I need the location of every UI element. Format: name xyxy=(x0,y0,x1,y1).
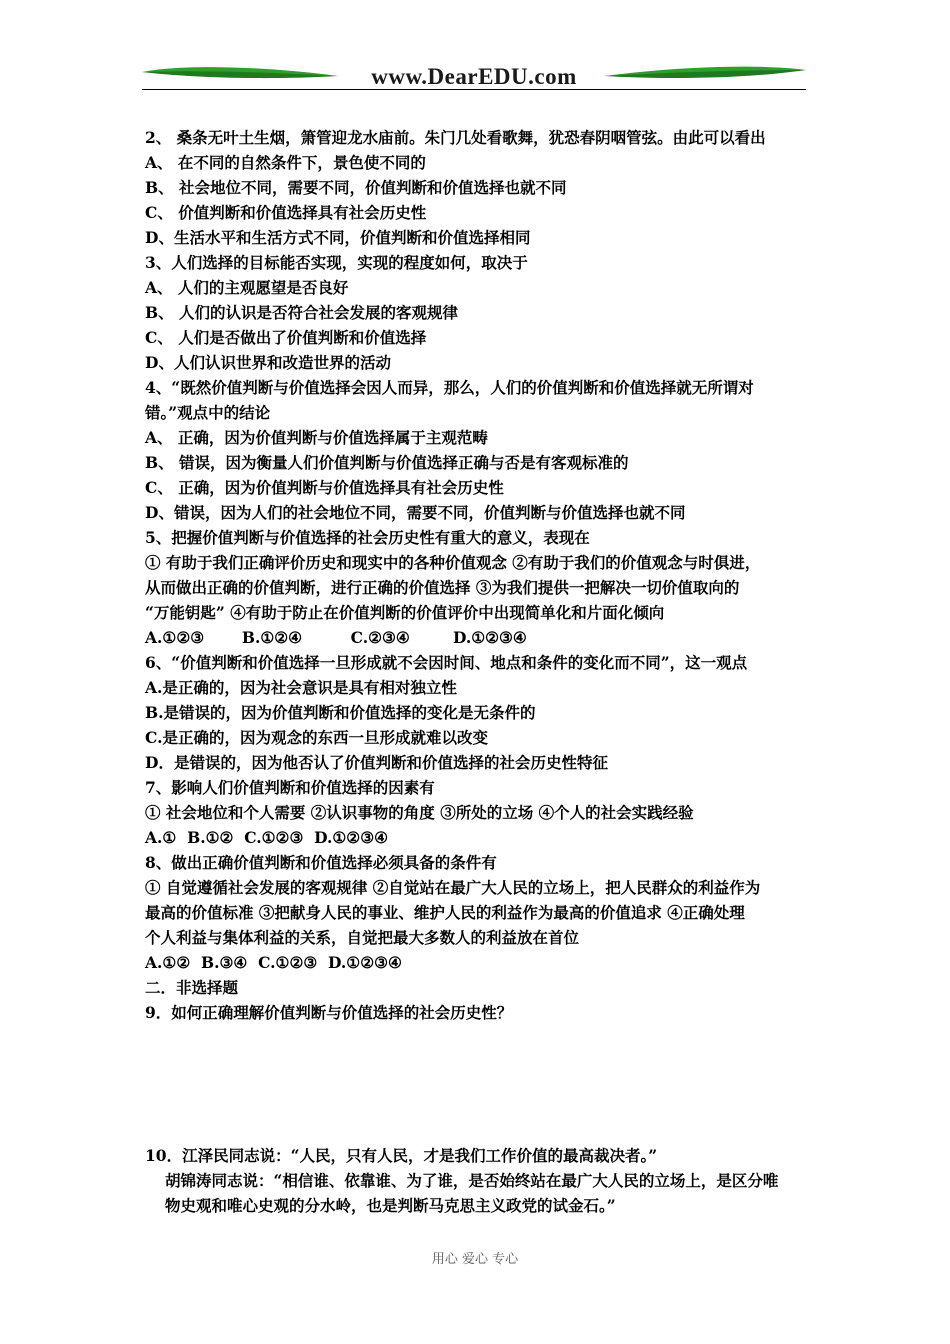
question-9: 9．如何正确理解价值判断与价值选择的社会历史性？ xyxy=(145,1003,513,1022)
text-line: 7、影响人们价值判断和价值选择的因素有 xyxy=(145,778,435,797)
section-heading: 二．非选择题 xyxy=(145,978,239,997)
answer-options: A.①②③ B.①②④ C.②③④ D.①②③④ xyxy=(145,628,527,647)
header-divider xyxy=(142,89,806,90)
text-line: C、 人们是否做出了价值判断和价值选择 xyxy=(145,328,427,347)
text-line: D、生活水平和生活方式不同，价值判断和价值选择相同 xyxy=(145,228,531,247)
answer-space xyxy=(145,1025,810,1143)
question-10-line1: 10．江泽民同志说：“人民，只有人民，才是我们工作价值的最高裁决者。” xyxy=(145,1146,658,1165)
text-line: 5、把握价值判断与价值选择的社会历史性有重大的意义，表现在 xyxy=(145,528,590,547)
text-line: 最高的价值标准 ③把献身人民的事业、维护人民的利益作为最高的价值追求 ④正确处理 xyxy=(145,903,745,922)
text-line: D、人们认识世界和改造世界的活动 xyxy=(145,353,391,372)
text-line: ① 有助于我们正确评价历史和现实中的各种价值观念 ②有助于我们的价值观念与时俱进， xyxy=(145,553,761,572)
text-line: 从而做出正确的价值判断，进行正确的价值选择 ③为我们提供一把解决一切价值取向的 xyxy=(145,578,740,597)
text-line: “万能钥匙” ④有助于防止在价值判断的价值评价中出现简单化和片面化倾向 xyxy=(145,603,665,622)
text-line: B.是错误的，因为价值判断和价值选择的变化是无条件的 xyxy=(145,703,536,722)
text-line: 错。”观点中的结论 xyxy=(145,403,271,422)
text-line: A、 人们的主观愿望是否良好 xyxy=(145,278,349,297)
text-line: 4、“既然价值判断与价值选择会因人而异，那么，人们的价值判断和价值选择就无所谓对 xyxy=(145,378,754,397)
text-line: C.是正确的，因为观念的东西一旦形成就难以改变 xyxy=(145,728,488,747)
text-line: 2、 桑条无叶土生烟，箫管迎龙水庙前。朱门几处看歌舞，犹恐春阴咽管弦。由此可以看出 xyxy=(145,128,766,147)
text-line: C、 正确，因为价值判断与价值选择具有社会历史性 xyxy=(145,478,504,497)
text-line: 3、人们选择的目标能否实现，实现的程度如何，取决于 xyxy=(145,253,528,272)
text-line: D．是错误的，因为他否认了价值判断和价值选择的社会历史性特征 xyxy=(145,753,608,772)
answer-options: A.① B.①② C.①②③ D.①②③④ xyxy=(145,828,388,847)
text-line: A.是正确的，因为社会意识是具有相对独立性 xyxy=(145,678,457,697)
text-line: A、 在不同的自然条件下，景色使不同的 xyxy=(145,153,426,172)
site-title[interactable]: www.DearEDU.com xyxy=(371,64,577,89)
question-10-line2: 胡锦涛同志说：“相信谁、依靠谁、为了谁，是否始终站在最广大人民的立场上，是区分唯 xyxy=(165,1171,779,1190)
text-line: B、 错误，因为衡量人们价值判断与价值选择正确与否是有客观标准的 xyxy=(145,453,629,472)
text-line: B、 社会地位不同，需要不同，价值判断和价值选择也就不同 xyxy=(145,178,567,197)
text-line: ① 社会地位和个人需要 ②认识事物的角度 ③所处的立场 ④个人的社会实践经验 xyxy=(145,803,694,822)
text-line: A、 正确，因为价值判断与价值选择属于主观范畴 xyxy=(145,428,488,447)
question-10-line3: 物史观和唯心史观的分水岭，也是判断马克思主义政党的试金石。” xyxy=(165,1196,616,1215)
text-line: B、 人们的认识是否符合社会发展的客观规律 xyxy=(145,303,458,322)
text-line: 8、做出正确价值判断和价值选择必须具备的条件有 xyxy=(145,853,497,872)
text-line: ① 自觉遵循社会发展的客观规律 ②自觉站在最广大人民的立场上，把人民群众的利益作为 xyxy=(145,878,761,897)
answer-options: A.①② B.③④ C.①②③ D.①②③④ xyxy=(145,953,402,972)
exam-content xyxy=(145,125,810,1218)
text-line: C、 价值判断和价值选择具有社会历史性 xyxy=(145,203,427,222)
page-footer: 用心 爱心 专心 xyxy=(431,1252,519,1267)
site-header xyxy=(142,62,806,92)
text-line: 个人利益与集体利益的关系，自觉把最大多数人的利益放在首位 xyxy=(145,928,580,947)
text-line: D、错误，因为人们的社会地位不同，需要不同，价值判断与价值选择也就不同 xyxy=(145,503,686,522)
text-line: 6、“价值判断和价值选择一旦形成就不会因时间、地点和条件的变化而不同”，这一观点 xyxy=(145,653,748,672)
